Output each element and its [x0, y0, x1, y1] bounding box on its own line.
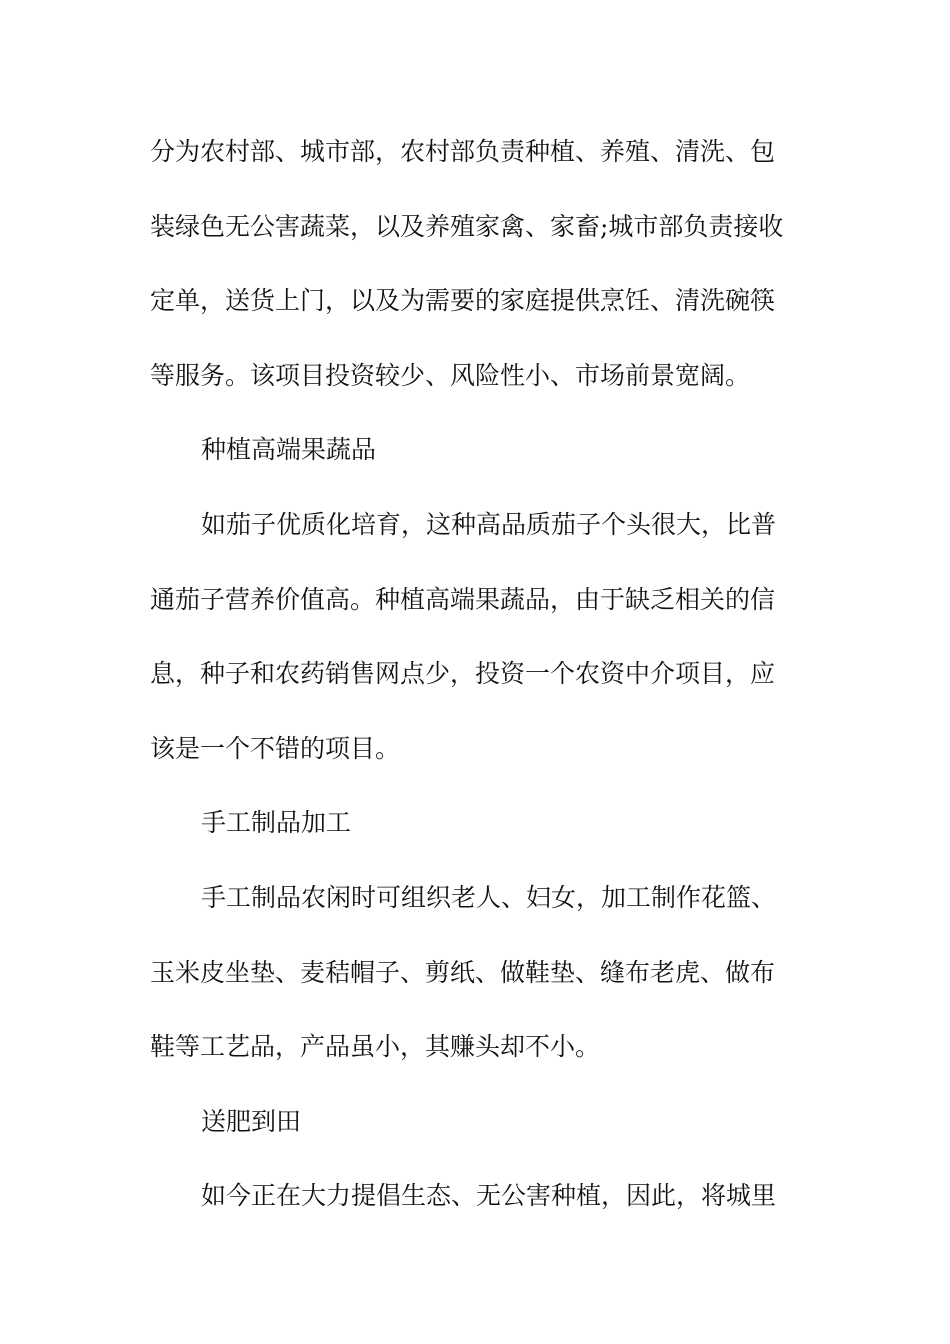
- section-heading: 种植高端果蔬品: [201, 435, 377, 464]
- paragraph-line: 手工制品农闲时可组织老人、妇女，加工制作花篮、: [201, 883, 777, 912]
- paragraph-line: 定单，送货上门，以及为需要的家庭提供烹饪、清洗碗筷: [150, 286, 776, 315]
- paragraph-line: 装绿色无公害蔬菜，以及养殖家禽、家畜;城市部负责接收: [150, 212, 784, 241]
- paragraph-line: 如茄子优质化培育，这种高品质茄子个头很大，比普: [201, 510, 777, 539]
- paragraph-line: 通茄子营养价值高。种植高端果蔬品，由于缺乏相关的信: [150, 585, 776, 614]
- paragraph-line: 该是一个不错的项目。: [150, 734, 401, 763]
- paragraph-line: 鞋等工艺品，产品虽小，其赚头却不小。: [150, 1032, 601, 1061]
- section-heading: 手工制品加工: [201, 808, 352, 837]
- paragraph-line: 如今正在大力提倡生态、无公害种植，因此，将城里: [201, 1181, 777, 1210]
- paragraph-line: 玉米皮坐垫、麦秸帽子、剪纸、做鞋垫、缝布老虎、做布: [150, 958, 776, 987]
- paragraph-line: 等服务。该项目投资较少、风险性小、市场前景宽阔。: [150, 361, 751, 390]
- section-heading: 送肥到田: [201, 1107, 302, 1136]
- paragraph-line: 分为农村部、城市部，农村部负责种植、养殖、清洗、包: [150, 137, 776, 166]
- paragraph-line: 息，种子和农药销售网点少，投资一个农资中介项目，应: [150, 659, 776, 688]
